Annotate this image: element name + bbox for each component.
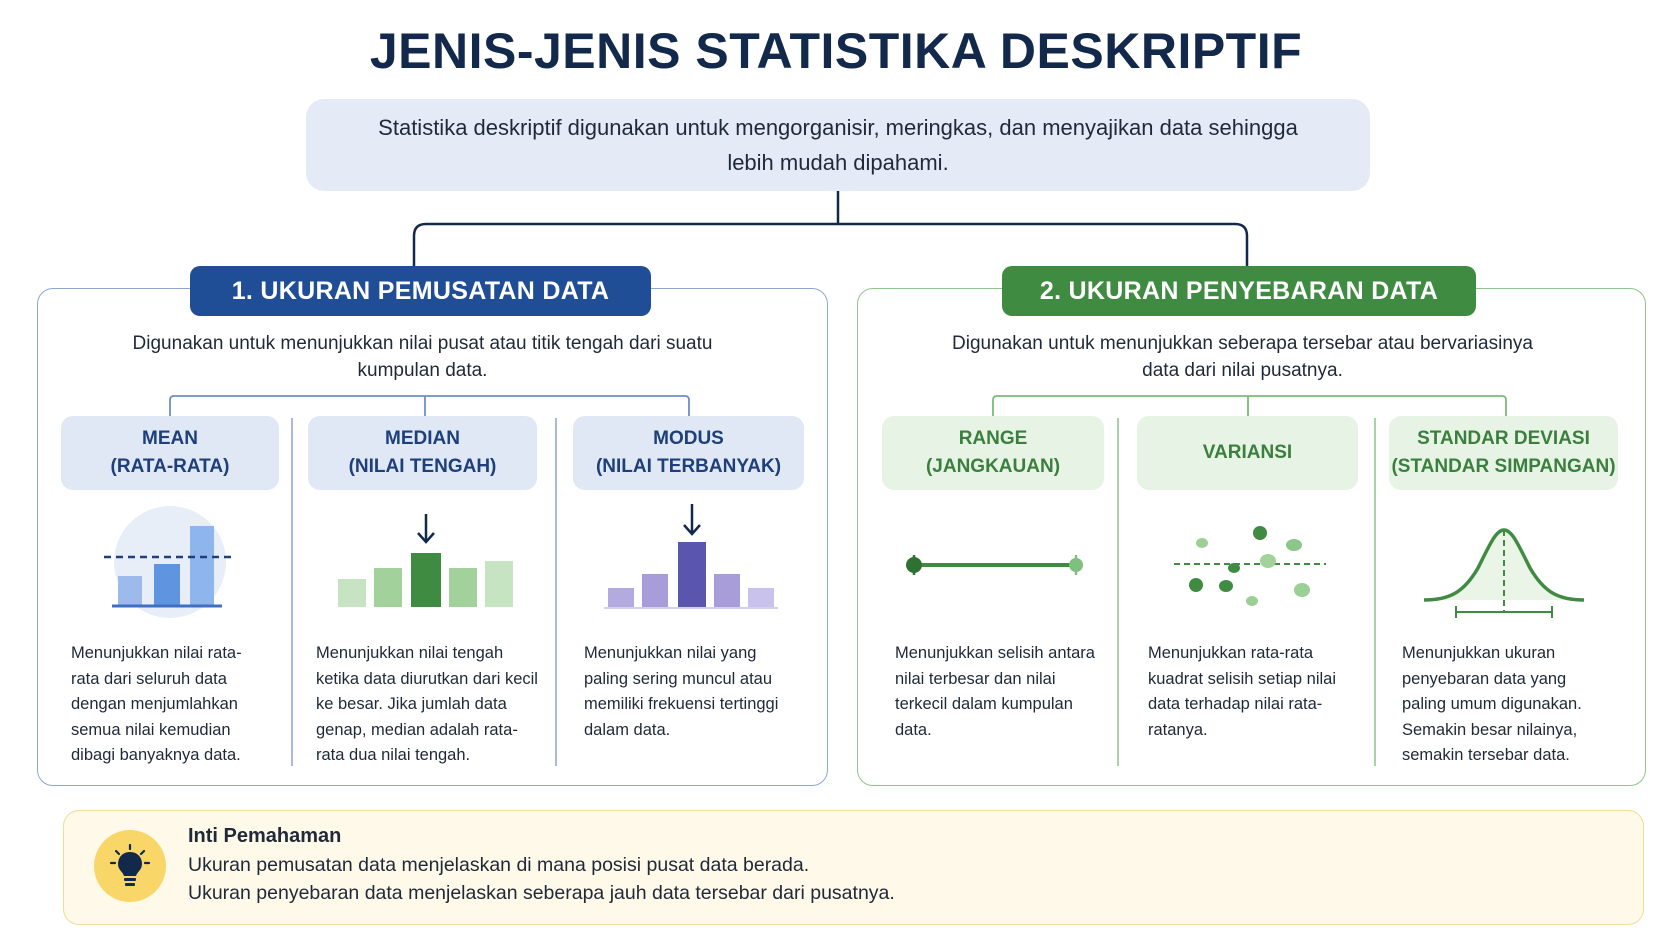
bell-curve-icon bbox=[1420, 522, 1588, 618]
modus-bar-chart-icon bbox=[602, 504, 782, 612]
card-title: MEDIAN bbox=[385, 428, 460, 449]
card-title: VARIANSI bbox=[1202, 442, 1293, 463]
card-text-mean: Menunjukkan nilai rata-rata dari seluruh data dengan menjumlahkan semua nilai kemudian dibagi banyaknya data. bbox=[71, 644, 242, 764]
mean-bar-chart-icon bbox=[94, 504, 246, 616]
intro-box bbox=[306, 99, 1370, 191]
card-title: RANGE bbox=[958, 428, 1028, 449]
divider bbox=[291, 418, 293, 766]
card-subtitle: (JANGKAUAN) bbox=[925, 456, 1061, 477]
card-title: STANDAR DEVIASI bbox=[1417, 428, 1590, 449]
card-head-standar-deviasi bbox=[1389, 416, 1618, 490]
section-description-dispersion: Digunakan untuk menunjukkan seberapa tersebar atau bervariasinya data dari nilai pusatnya. bbox=[952, 333, 1533, 381]
card-text-standar-deviasi: Menunjukkan ukuran penyebaran data yang paling umum digunakan. Semakin besar nilainya, semakin tersebar data. bbox=[1402, 644, 1582, 764]
card-text-range: Menunjukkan selisih antara nilai terbesar dan nilai terkecil dalam kumpulan data. bbox=[895, 644, 1095, 739]
card-head-modus bbox=[573, 416, 804, 490]
card-subtitle: (RATA-RATA) bbox=[110, 456, 230, 477]
card-title: MEAN bbox=[142, 428, 198, 449]
summary-title: Inti Pemahaman bbox=[188, 825, 342, 847]
divider bbox=[1374, 418, 1376, 766]
card-head-mean bbox=[61, 416, 279, 490]
card-subtitle: (NILAI TENGAH) bbox=[348, 456, 497, 477]
median-bar-chart-icon bbox=[334, 510, 514, 610]
page-title: JENIS-JENIS STATISTIKA DESKRIPTIF bbox=[369, 23, 1303, 79]
card-subtitle: (NILAI TERBANYAK) bbox=[595, 456, 782, 477]
card-head-variansi bbox=[1137, 416, 1358, 490]
lightbulb-icon bbox=[94, 830, 166, 902]
scatter-variance-icon bbox=[1170, 518, 1330, 614]
divider bbox=[555, 418, 557, 766]
section-label-dispersion: 2. UKURAN PENYEBARAN DATA bbox=[1002, 266, 1476, 316]
card-text-variansi: Menunjukkan rata-rata kuadrat selisih setiap nilai data terhadap nilai rata-ratanya. bbox=[1148, 644, 1337, 739]
summary-line-1: Ukuran pemusatan data menjelaskan di mana posisi pusat data berada. bbox=[188, 854, 810, 876]
range-line-icon bbox=[900, 545, 1090, 585]
summary-line-2: Ukuran penyebaran data menjelaskan seberapa jauh data tersebar dari pusatnya. bbox=[188, 882, 895, 904]
card-title: MODUS bbox=[653, 428, 724, 449]
card-head-range bbox=[882, 416, 1104, 490]
card-subtitle: (STANDAR SIMPANGAN) bbox=[1391, 456, 1616, 477]
card-text-median: Menunjukkan nilai tengah ketika data diurutkan dari kecil ke besar. Jika jumlah data genap, median adalah rata-rata dua nilai tengah. bbox=[316, 644, 538, 764]
intro-text: Statistika deskriptif digunakan untuk mengorganisir, meringkas, dan menyajikan data sehingga lebih mudah dipahami. bbox=[378, 115, 1298, 175]
section-description-central-tendency: Digunakan untuk menunjukkan nilai pusat atau titik tengah dari suatu kumpulan data. bbox=[132, 333, 713, 381]
card-text-modus: Menunjukkan nilai yang paling sering muncul atau memiliki frekuensi tertinggi dalam data. bbox=[584, 644, 779, 739]
section-label-central-tendency: 1. UKURAN PEMUSATAN DATA bbox=[190, 266, 651, 316]
card-head-median bbox=[308, 416, 537, 490]
divider bbox=[1117, 418, 1119, 766]
